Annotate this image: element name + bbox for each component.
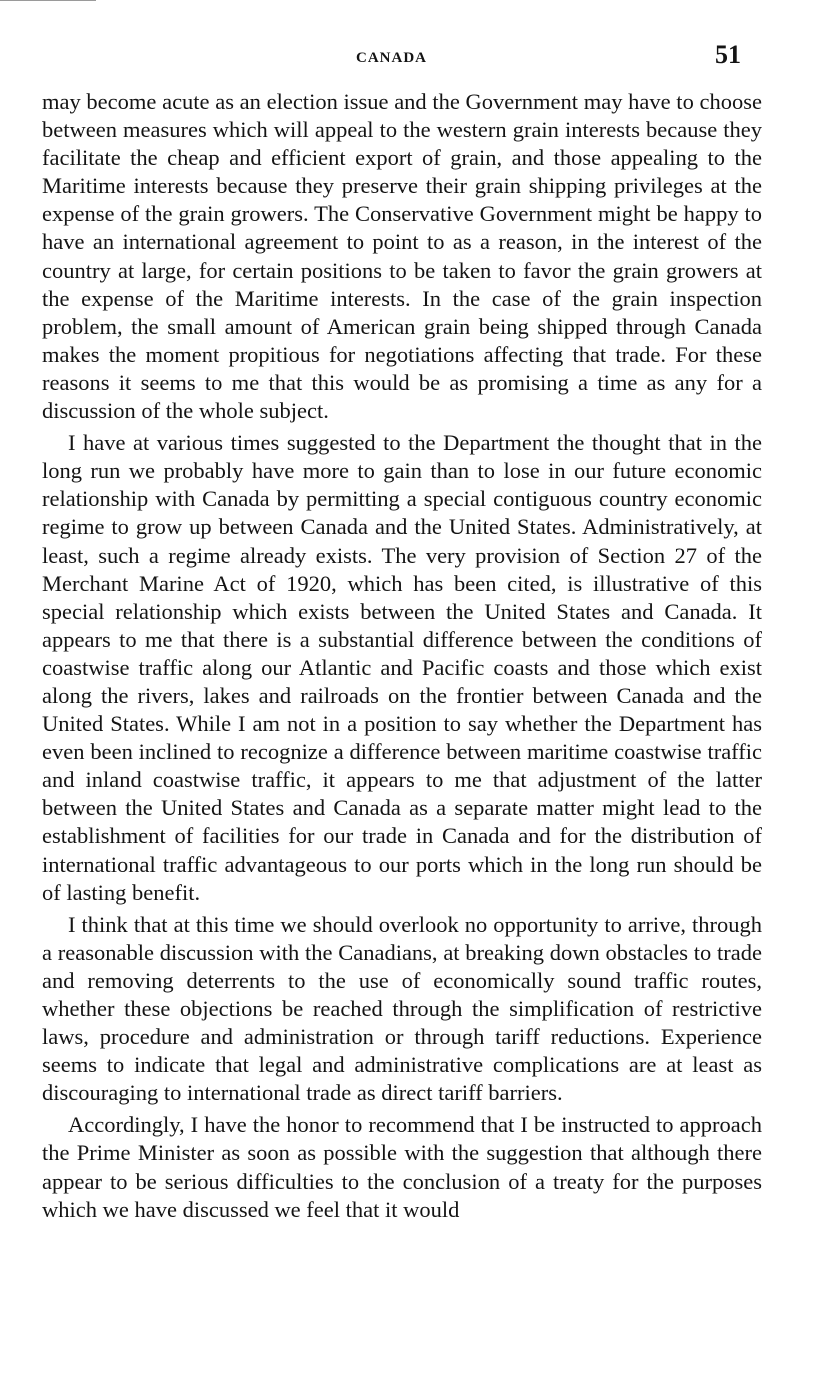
running-head-title: CANADA	[356, 50, 427, 66]
paragraph-recommendation: Accordingly, I have the honor to recommend that I be instructed to approach the Prime Minister as soon as possible with the suggestion that although there appear to be serious difficulties to the conclusion of a treaty for the purposes which we have discussed we feel that it would	[42, 1112, 762, 1222]
top-edge-rule	[0, 0, 96, 1]
paragraph-continued: may become acute as an election issue and the Government may have to choose between measures which will appeal to the western grain interests because they facilitate the cheap and efficient export of grain, and those appealing to the Maritime interests because they preserve their grain shipping privileges at the expense of the grain growers. The Conservative Government might be happy to have an international agreement to point to as a reason, in the interest of the country at large, for certain positions to be taken to favor the grain growers at the expense of the Maritime interests. In the case of the grain inspection problem, the small amount of American grain being shipped through Canada makes the moment propitious for negotiations affecting that trade. For these reasons it seems to me that this would be as promising a time as any for a discussion of the whole subject.	[42, 89, 762, 424]
paragraph-trade-obstacles: I think that at this time we should overlook no opportunity to arrive, through a reasonable discussion with the Canadians, at breaking down obstacles to trade and removing deterrents to the use of economically sound traffic routes, whether these objections be reached through the simplification of restrictive laws, procedure and administration or through tariff reductions. Experience seems to indicate that legal and administrative complications are at least as discouraging to international trade as direct tariff barriers.	[42, 911, 762, 1106]
paragraph-economic-regime: I have at various times suggested to the Department the thought that in the long run we probably have more to gain than to lose in our future economic relationship with Canada by permitting a special contiguous country economic regime to grow up between Canada and the United States. Administratively, at least, such a regime already exists. The very provision of Section 27 of the Merchant Marine Act of 1920, which has been cited, is illustrative of this special relationship which exists between the United States and Canada. It appears to me that there is a substantial difference between the conditions of coastwise traffic along our Atlantic and Pacific coasts and those which exist along the rivers, lakes and railroads on the frontier between Canada and the United States. While I am not in a position to say whether the Department has even been inclined to recognize a difference between maritime coastwise traffic and inland coastwise traffic, it appears to me that adjustment of the latter between the United States and Canada as a separate matter might lead to the establishment of facilities for our trade in Canada and for the distribution of international traffic advantageous to our ports which in the long run should be of lasting benefit.	[42, 430, 762, 905]
body-text	[42, 88, 762, 1228]
page-number: 51	[715, 40, 741, 69]
